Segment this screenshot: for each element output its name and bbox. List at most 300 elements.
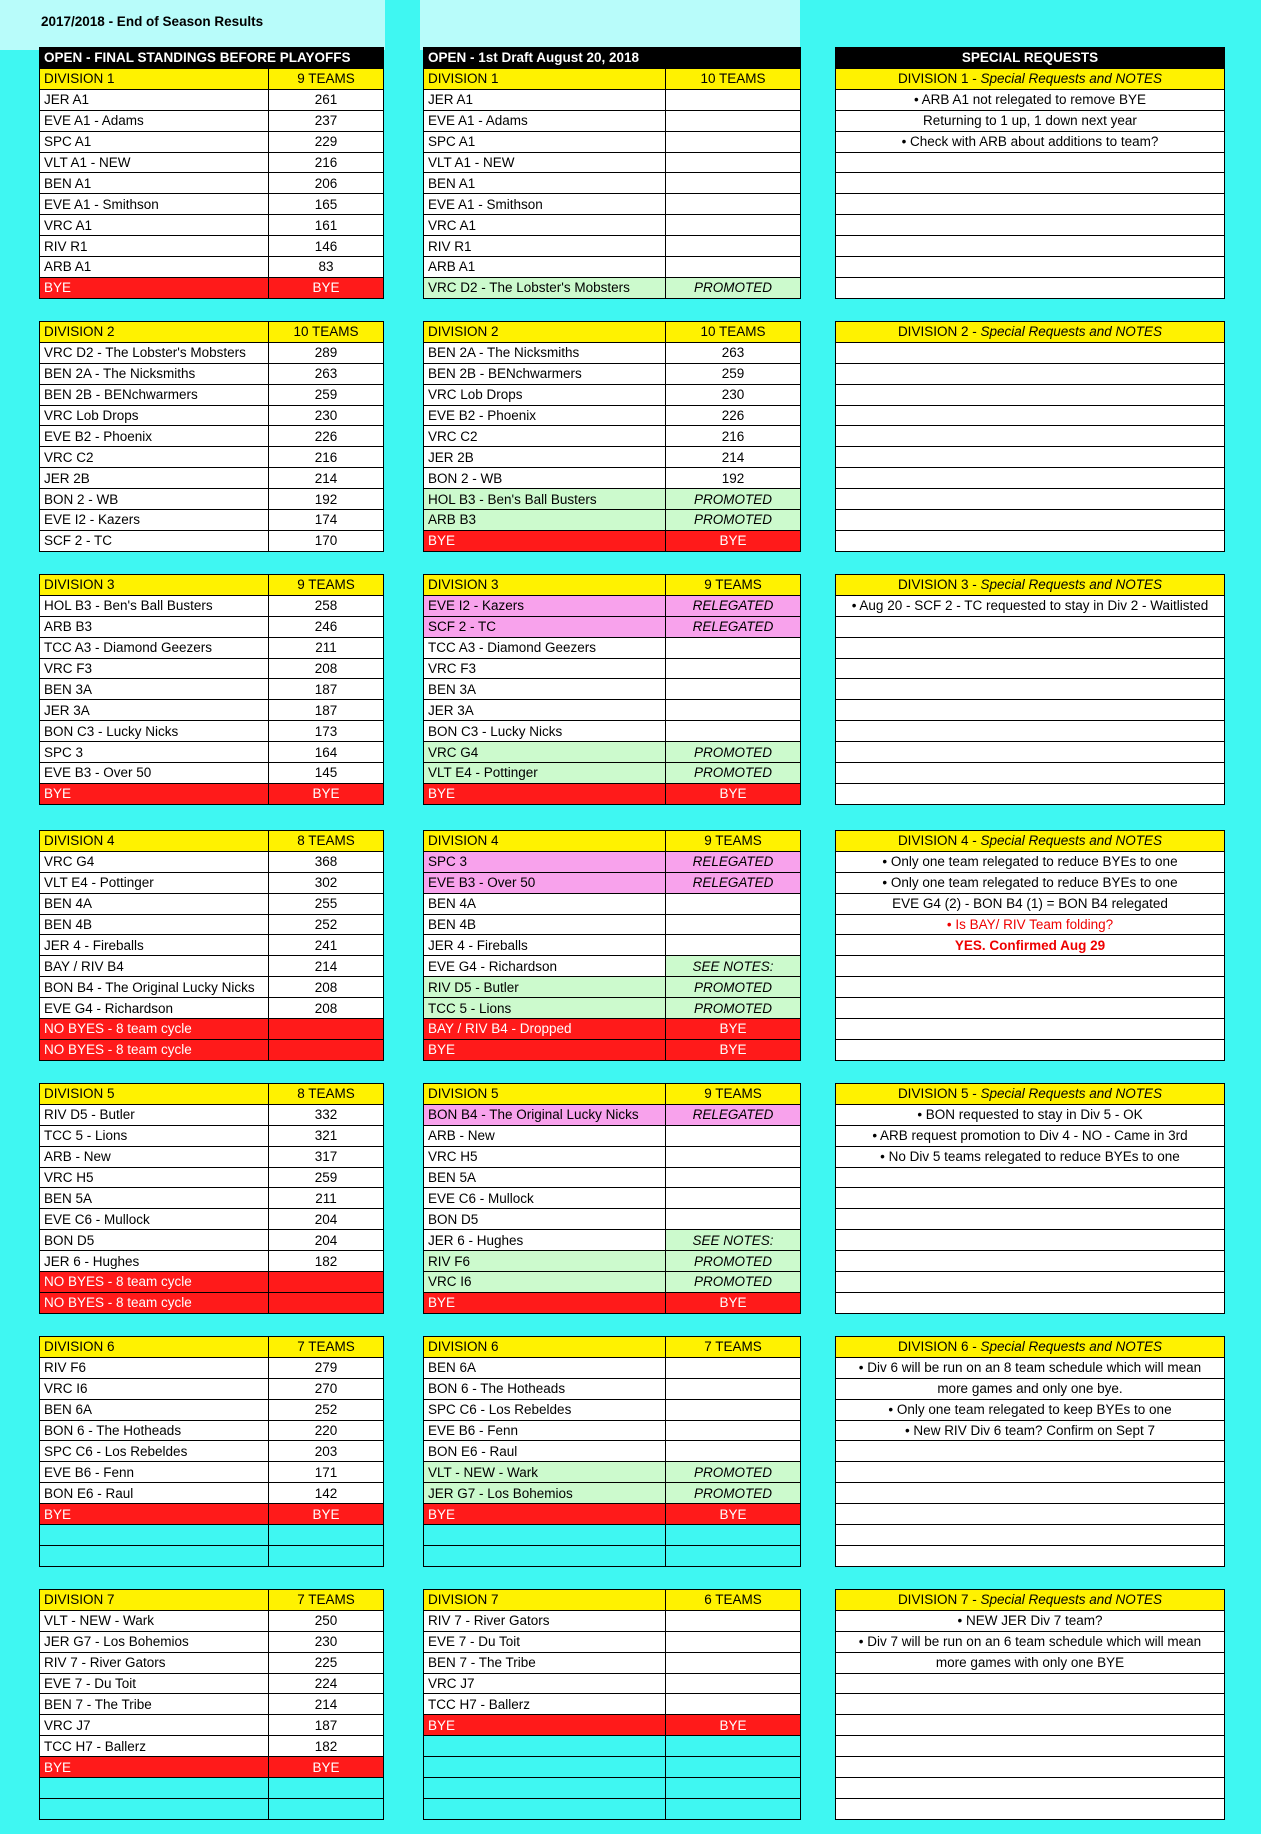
note-text (836, 1251, 1225, 1272)
table-row (424, 763, 801, 784)
table-row (40, 998, 384, 1019)
team-status (666, 914, 801, 935)
team-count: 9 TEAMS (269, 69, 384, 90)
team-points: 170 (269, 530, 384, 551)
notes-division-1 (835, 68, 1225, 299)
note-row (836, 426, 1225, 447)
note-row (836, 277, 1225, 298)
team-points: 259 (269, 1167, 384, 1188)
table-row (40, 1736, 384, 1757)
team-name: EVE G4 - Richardson (40, 998, 269, 1019)
note-row (836, 1736, 1225, 1757)
team-status (666, 679, 801, 700)
table-row (40, 342, 384, 363)
note-text (836, 1715, 1225, 1736)
notes-division-3 (835, 574, 1225, 805)
team-name: BEN 2A - The Nicksmiths (40, 363, 269, 384)
team-points: 187 (269, 679, 384, 700)
notes-title-prefix: DIVISION 3 - (897, 577, 981, 593)
team-status: BYE (666, 1292, 801, 1313)
team-points (269, 1039, 384, 1060)
notes-title (836, 575, 1225, 596)
team-name: BEN 2B - BENchwarmers (424, 363, 666, 384)
team-name: BYE (40, 1504, 269, 1525)
note-text (836, 1209, 1225, 1230)
table-row (424, 1525, 801, 1546)
team-points: 321 (269, 1125, 384, 1146)
team-points: 208 (269, 658, 384, 679)
note-text (836, 742, 1225, 763)
notes-title-prefix: DIVISION 4 - (897, 833, 981, 849)
team-name: BON E6 - Raul (40, 1483, 269, 1504)
team-name: VRC D2 - The Lobster's Mobsters (424, 277, 666, 298)
team-name: BYE (40, 277, 269, 298)
note-row (836, 1230, 1225, 1251)
team-status: 214 (666, 447, 801, 468)
team-name: BEN 5A (424, 1167, 666, 1188)
team-status (666, 721, 801, 742)
division-name: DIVISION 6 (424, 1337, 666, 1358)
team-name: RIV R1 (40, 236, 269, 257)
table-row (424, 1631, 801, 1652)
note-text (836, 1504, 1225, 1525)
table-row (424, 637, 801, 658)
note-row (836, 1778, 1225, 1799)
team-name: NO BYES - 8 team cycle (40, 1039, 269, 1060)
table-row (40, 384, 384, 405)
table-row (424, 468, 801, 489)
note-row (836, 658, 1225, 679)
note-row (836, 1525, 1225, 1546)
table-row (424, 530, 801, 551)
team-points: 226 (269, 426, 384, 447)
table-row (424, 700, 801, 721)
division-name: DIVISION 7 (424, 1590, 666, 1611)
note-text: Returning to 1 up, 1 down next year (836, 110, 1225, 131)
table-row (424, 616, 801, 637)
table-row (424, 447, 801, 468)
table-row (424, 742, 801, 763)
notes-title-prefix: DIVISION 2 - (897, 324, 981, 340)
notes-title (836, 831, 1225, 852)
team-name (40, 1545, 269, 1566)
division-name: DIVISION 3 (424, 575, 666, 596)
division-name: DIVISION 4 (40, 831, 269, 852)
table-row (424, 1146, 801, 1167)
team-points: 211 (269, 637, 384, 658)
team-points: 229 (269, 131, 384, 152)
note-text (836, 342, 1225, 363)
table-row (424, 426, 801, 447)
division-name: DIVISION 6 (40, 1337, 269, 1358)
team-name: ARB B3 (424, 510, 666, 531)
team-name: JER 2B (424, 447, 666, 468)
team-name: BON B4 - The Original Lucky Nicks (424, 1104, 666, 1125)
notes-title-prefix: DIVISION 1 - (897, 71, 981, 87)
team-name: SPC 3 (40, 742, 269, 763)
table-row (424, 1652, 801, 1673)
team-points: 182 (269, 1736, 384, 1757)
table-row (424, 1104, 801, 1125)
table-row (424, 277, 801, 298)
team-points: 368 (269, 851, 384, 872)
team-status (666, 893, 801, 914)
note-row (836, 616, 1225, 637)
notes-title-suffix: Special Requests and NOTES (980, 1339, 1163, 1355)
team-status: SEE NOTES: (666, 1230, 801, 1251)
team-name: SCF 2 - TC (424, 616, 666, 637)
table-row (424, 110, 801, 131)
team-name: JER G7 - Los Bohemios (424, 1483, 666, 1504)
table-row (40, 700, 384, 721)
team-name: BEN 7 - The Tribe (424, 1652, 666, 1673)
team-name: BYE (40, 1757, 269, 1778)
team-name: EVE C6 - Mullock (424, 1188, 666, 1209)
table-row (424, 914, 801, 935)
table-row (424, 1039, 801, 1060)
table-row (40, 1631, 384, 1652)
note-text (836, 1039, 1225, 1060)
table-row (40, 257, 384, 278)
team-name: BON 6 - The Hotheads (40, 1420, 269, 1441)
team-name: ARB A1 (40, 257, 269, 278)
team-name: RIV F6 (40, 1357, 269, 1378)
division-name: DIVISION 7 (40, 1590, 269, 1611)
table-row (40, 742, 384, 763)
table-row (40, 1251, 384, 1272)
table-row (424, 956, 801, 977)
team-status: RELEGATED (666, 872, 801, 893)
team-name: VRC I6 (40, 1378, 269, 1399)
draft-division-7 (423, 1589, 801, 1820)
team-name: EVE C6 - Mullock (40, 1209, 269, 1230)
note-text (836, 173, 1225, 194)
table-row (40, 1610, 384, 1631)
team-name: JER 3A (40, 700, 269, 721)
table-row (40, 1757, 384, 1778)
team-name: NO BYES - 8 team cycle (40, 1272, 269, 1293)
note-row (836, 1798, 1225, 1819)
note-text (836, 277, 1225, 298)
note-text: • No Div 5 teams relegated to reduce BYEs to one (836, 1146, 1225, 1167)
team-name: JER 3A (424, 700, 666, 721)
table-row (40, 530, 384, 551)
note-row (836, 405, 1225, 426)
team-points: 224 (269, 1673, 384, 1694)
table-row (40, 1715, 384, 1736)
standings-header (39, 47, 384, 69)
standings-header-label: OPEN - FINAL STANDINGS BEFORE PLAYOFFS (40, 48, 384, 69)
note-text (836, 1292, 1225, 1313)
table-row (40, 914, 384, 935)
note-row (836, 851, 1225, 872)
table-row (40, 935, 384, 956)
table-row (40, 783, 384, 804)
note-text (836, 363, 1225, 384)
note-row (836, 1125, 1225, 1146)
team-name (424, 1525, 666, 1546)
table-row (40, 1039, 384, 1060)
table-row (40, 447, 384, 468)
standings-division-5 (39, 1083, 384, 1314)
team-name: EVE 7 - Du Toit (40, 1673, 269, 1694)
note-row (836, 956, 1225, 977)
table-row (40, 426, 384, 447)
team-points: 270 (269, 1378, 384, 1399)
standings-division-1 (39, 68, 384, 299)
table-row (40, 363, 384, 384)
table-row (40, 405, 384, 426)
table-row (424, 977, 801, 998)
note-text (836, 1798, 1225, 1819)
team-count: 10 TEAMS (666, 69, 801, 90)
team-name: TCC 5 - Lions (424, 998, 666, 1019)
team-name: SCF 2 - TC (40, 530, 269, 551)
draft-header (423, 47, 801, 69)
note-text (836, 194, 1225, 215)
notes-title (836, 1590, 1225, 1611)
notes-division-5 (835, 1083, 1225, 1314)
table-row (40, 1209, 384, 1230)
table-row (40, 468, 384, 489)
team-status (666, 152, 801, 173)
team-name: BON E6 - Raul (424, 1441, 666, 1462)
team-name: BEN 6A (424, 1357, 666, 1378)
table-row (40, 1019, 384, 1040)
note-text (836, 236, 1225, 257)
draft-division-5 (423, 1083, 801, 1314)
team-count: 9 TEAMS (269, 575, 384, 596)
division-name: DIVISION 4 (424, 831, 666, 852)
table-row (40, 721, 384, 742)
note-row (836, 1504, 1225, 1525)
note-row (836, 1652, 1225, 1673)
note-row (836, 977, 1225, 998)
team-status (666, 194, 801, 215)
table-row (424, 1694, 801, 1715)
division-name: DIVISION 5 (424, 1084, 666, 1105)
table-row (424, 935, 801, 956)
team-name: BON D5 (424, 1209, 666, 1230)
table-row (40, 1673, 384, 1694)
note-row (836, 1420, 1225, 1441)
team-name: BEN 3A (40, 679, 269, 700)
table-row (424, 1545, 801, 1566)
team-status: 259 (666, 363, 801, 384)
note-row (836, 1673, 1225, 1694)
note-text (836, 257, 1225, 278)
table-row (40, 1125, 384, 1146)
team-name: BON C3 - Lucky Nicks (424, 721, 666, 742)
note-row (836, 384, 1225, 405)
team-name: EVE B3 - Over 50 (40, 763, 269, 784)
note-text (836, 998, 1225, 1019)
team-status (666, 89, 801, 110)
notes-division-4 (835, 830, 1225, 1061)
table-row (40, 194, 384, 215)
team-status (666, 131, 801, 152)
team-name: JER G7 - Los Bohemios (40, 1631, 269, 1652)
table-row (40, 1378, 384, 1399)
table-row (424, 783, 801, 804)
table-row (424, 1441, 801, 1462)
table-row (424, 489, 801, 510)
note-text (836, 1188, 1225, 1209)
team-points (269, 1525, 384, 1546)
team-name: BYE (424, 530, 666, 551)
team-count: 9 TEAMS (666, 1084, 801, 1105)
note-row (836, 363, 1225, 384)
team-name: BEN 4B (424, 914, 666, 935)
table-row (424, 1778, 801, 1799)
notes-title (836, 69, 1225, 90)
team-name: BEN 3A (424, 679, 666, 700)
team-points: BYE (269, 1757, 384, 1778)
table-row (40, 110, 384, 131)
team-status (666, 1798, 801, 1819)
note-text (836, 658, 1225, 679)
team-points: 187 (269, 1715, 384, 1736)
team-name: BYE (40, 783, 269, 804)
note-text (836, 956, 1225, 977)
team-name: TCC 5 - Lions (40, 1125, 269, 1146)
team-points: 241 (269, 935, 384, 956)
note-row (836, 935, 1225, 956)
team-name: VRC H5 (424, 1146, 666, 1167)
column-c-header-band (420, 0, 800, 50)
table-row (40, 1399, 384, 1420)
table-row (40, 1357, 384, 1378)
note-row (836, 1188, 1225, 1209)
table-row (424, 89, 801, 110)
note-text: • Div 6 will be run on an 8 team schedule which will mean (836, 1357, 1225, 1378)
table-row (40, 1441, 384, 1462)
team-name: SPC C6 - Los Rebeldes (40, 1441, 269, 1462)
note-text (836, 1736, 1225, 1757)
note-row (836, 1292, 1225, 1313)
team-name: JER 4 - Fireballs (40, 935, 269, 956)
note-text (836, 1483, 1225, 1504)
draft-division-6 (423, 1336, 801, 1567)
note-row (836, 215, 1225, 236)
team-name: JER A1 (424, 89, 666, 110)
team-points: 289 (269, 342, 384, 363)
note-row (836, 257, 1225, 278)
table-row (424, 1757, 801, 1778)
team-points: 164 (269, 742, 384, 763)
team-count: 8 TEAMS (269, 1084, 384, 1105)
team-points: 214 (269, 1694, 384, 1715)
note-text: • Is BAY/ RIV Team folding? (836, 914, 1225, 935)
note-text (836, 1019, 1225, 1040)
team-name: VRC F3 (40, 658, 269, 679)
note-text: • Only one team relegated to reduce BYEs to one (836, 851, 1225, 872)
team-status: BYE (666, 783, 801, 804)
table-row (40, 152, 384, 173)
note-text (836, 721, 1225, 742)
team-status: RELEGATED (666, 595, 801, 616)
team-status (666, 1441, 801, 1462)
table-row (424, 1736, 801, 1757)
note-text (836, 977, 1225, 998)
note-text: • BON requested to stay in Div 5 - OK (836, 1104, 1225, 1125)
team-status (666, 1399, 801, 1420)
table-row (40, 215, 384, 236)
team-name: EVE B2 - Phoenix (40, 426, 269, 447)
team-points: 146 (269, 236, 384, 257)
note-text (836, 763, 1225, 784)
table-row (40, 851, 384, 872)
team-name: TCC H7 - Ballerz (40, 1736, 269, 1757)
note-row (836, 1272, 1225, 1293)
team-name: BEN 5A (40, 1188, 269, 1209)
team-name: EVE A1 - Adams (424, 110, 666, 131)
note-text (836, 1441, 1225, 1462)
team-points: 192 (269, 489, 384, 510)
table-row (424, 1715, 801, 1736)
note-text: • ARB A1 not relegated to remove BYE (836, 89, 1225, 110)
team-status: SEE NOTES: (666, 956, 801, 977)
table-row (424, 1209, 801, 1230)
team-points: 220 (269, 1420, 384, 1441)
note-row (836, 700, 1225, 721)
note-row (836, 1378, 1225, 1399)
team-status: BYE (666, 1019, 801, 1040)
team-status: BYE (666, 1504, 801, 1525)
notes-title (836, 1337, 1225, 1358)
note-text (836, 510, 1225, 531)
team-status: RELEGATED (666, 1104, 801, 1125)
note-text: • Aug 20 - SCF 2 - TC requested to stay in Div 2 - Waitlisted (836, 595, 1225, 616)
team-name: ARB - New (40, 1146, 269, 1167)
team-status: 192 (666, 468, 801, 489)
team-name: JER A1 (40, 89, 269, 110)
team-status (666, 658, 801, 679)
team-name: VRC J7 (424, 1673, 666, 1694)
team-name: TCC A3 - Diamond Geezers (40, 637, 269, 658)
note-row (836, 489, 1225, 510)
team-status: PROMOTED (666, 1272, 801, 1293)
team-status (666, 1378, 801, 1399)
team-name: BYE (424, 783, 666, 804)
table-row (40, 956, 384, 977)
table-row (40, 1545, 384, 1566)
table-row (40, 173, 384, 194)
note-row (836, 530, 1225, 551)
team-points: BYE (269, 277, 384, 298)
team-points: BYE (269, 783, 384, 804)
note-text: EVE G4 (2) - BON B4 (1) = BON B4 relegated (836, 893, 1225, 914)
team-points: 208 (269, 998, 384, 1019)
notes-title-prefix: DIVISION 5 - (897, 1086, 981, 1102)
table-row (40, 893, 384, 914)
note-text (836, 152, 1225, 173)
note-text: • New RIV Div 6 team? Confirm on Sept 7 (836, 1420, 1225, 1441)
team-count: 7 TEAMS (666, 1337, 801, 1358)
team-name: RIV 7 - River Gators (424, 1610, 666, 1631)
table-row (40, 1272, 384, 1293)
table-row (424, 893, 801, 914)
team-name: EVE G4 - Richardson (424, 956, 666, 977)
note-row (836, 1441, 1225, 1462)
team-name: VLT - NEW - Wark (40, 1610, 269, 1631)
division-name: DIVISION 1 (424, 69, 666, 90)
draft-division-4 (423, 830, 801, 1061)
team-points: 252 (269, 1399, 384, 1420)
note-row (836, 679, 1225, 700)
team-name: RIV R1 (424, 236, 666, 257)
note-row (836, 510, 1225, 531)
